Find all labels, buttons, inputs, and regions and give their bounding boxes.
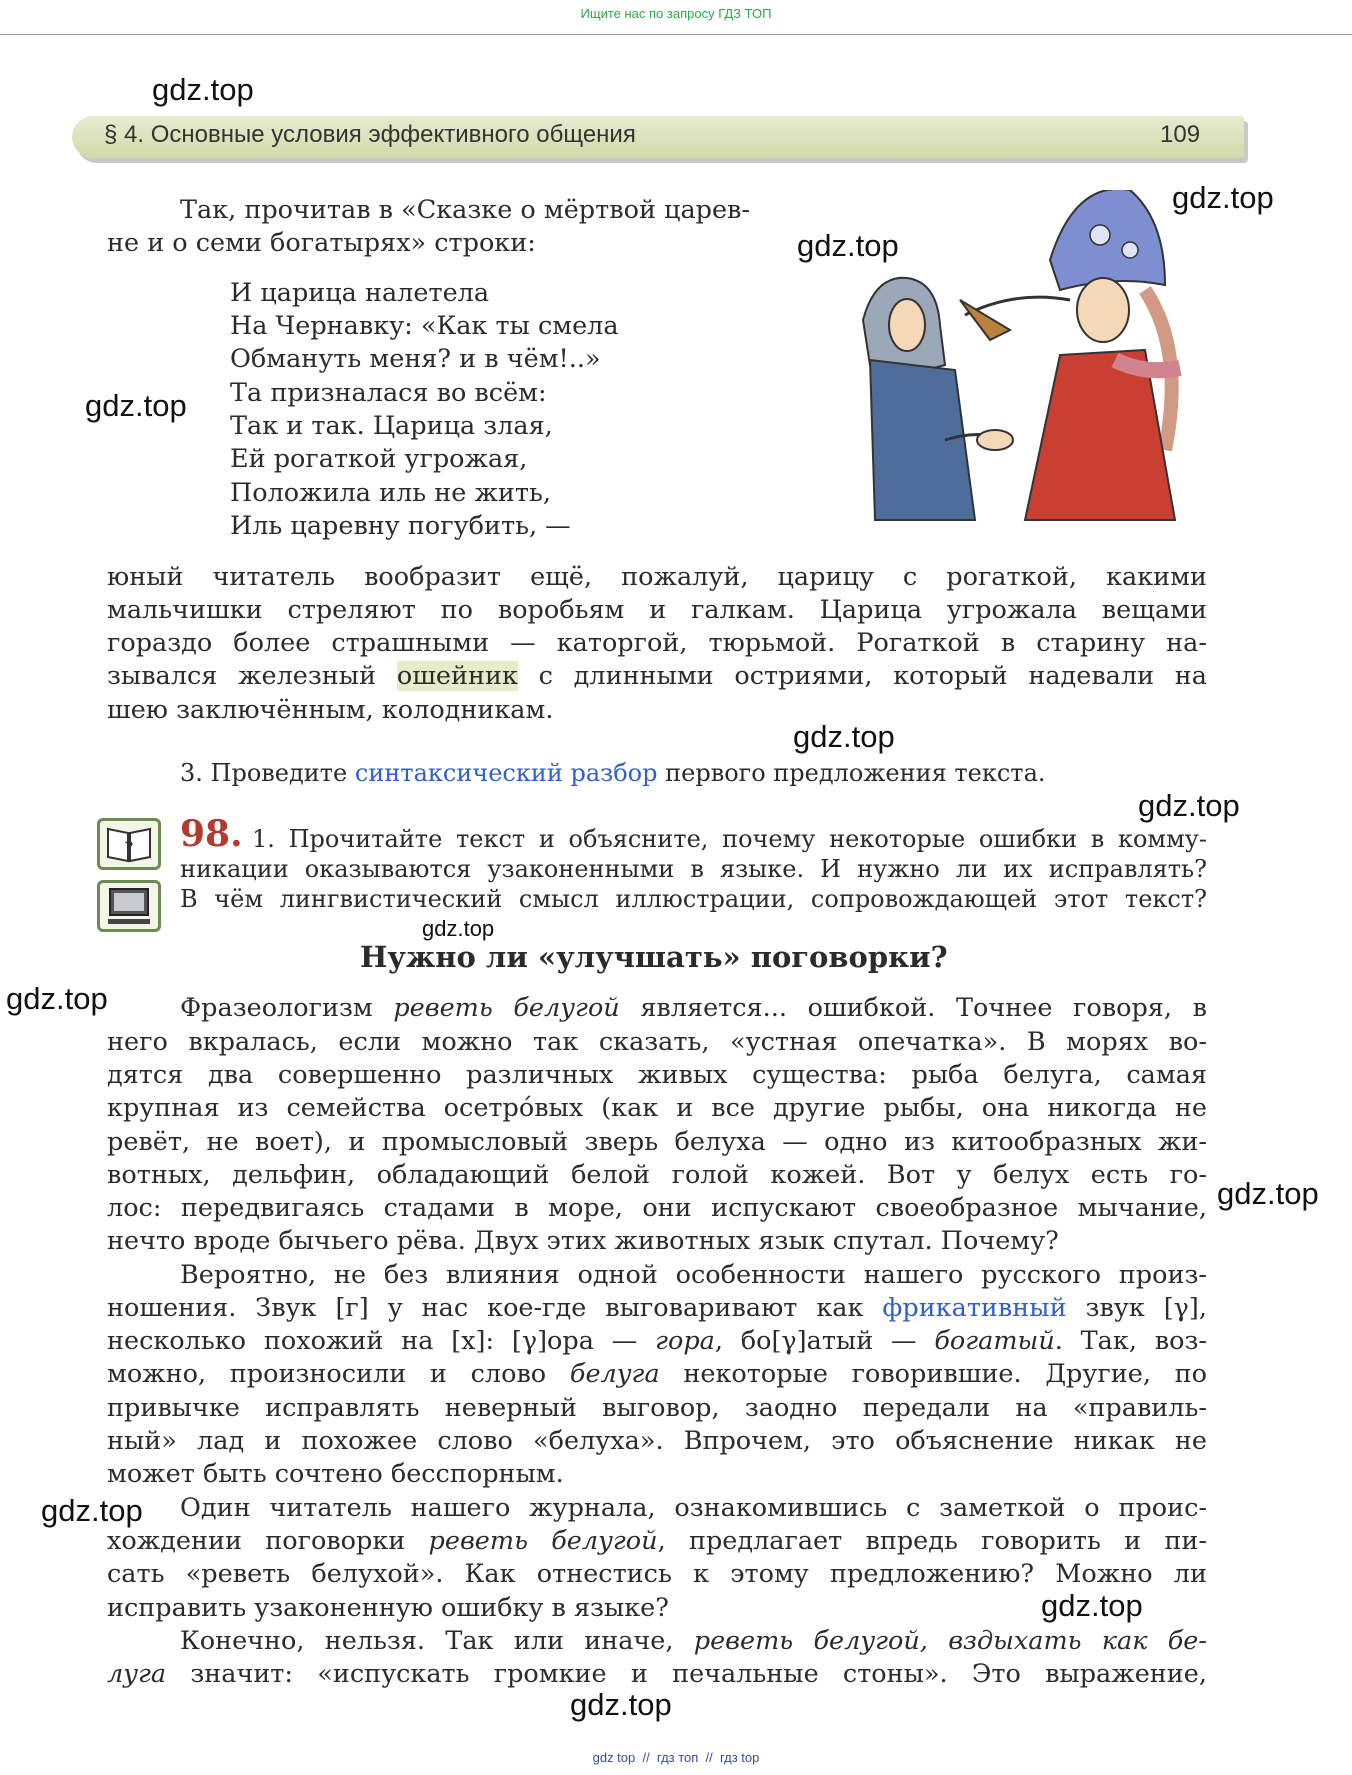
text-line: дятся два совершенно различных живых существа: рыба белуга, самая [107,1060,1207,1090]
italic-word: луга [107,1659,167,1689]
watermark: gdz.top [1217,1176,1319,1211]
text-line: нечто вроде бычьего рёва. Двух этих животных язык спутал. Почему? [107,1226,1059,1256]
page-number: 109 [1160,121,1201,148]
fricative-link[interactable]: фрикативный [882,1293,1067,1323]
watermark: gdz.top [793,719,895,754]
italic-word: гора [655,1326,715,1356]
italic-phrase: реветь белугой [393,993,620,1023]
text-segment: . Так, воз- [1054,1326,1207,1356]
watermark: gdz.top [1041,1588,1143,1623]
text-segment: значит: «испускать громкие и печальные стоны». Это выражение, [166,1659,1207,1689]
highlighted-term: ошейник [396,661,518,691]
poem-line: Та призналася во всём: [230,378,547,408]
italic-word: богатый [934,1326,1055,1356]
text-segment: с длинными остриями, который надевали на [517,661,1208,691]
text-line [180,1626,1208,1656]
text-segment: , бо[γ]атый — [714,1326,935,1356]
footer-links[interactable]: gdz top // гдз топ // гдз top [592,1750,760,1765]
text-line: Один читатель нашего журнала, ознакомившись с заметкой о проис- [180,1493,1207,1523]
poem-line: На Чернавку: «Как ты смела [230,311,619,341]
poem-line: И царица налетела [230,278,490,308]
text-line [180,993,1207,1023]
tsaritsa-figure [960,190,1180,520]
text-segment: 3. Проведите [180,759,355,787]
svg-text:?: ? [124,838,134,859]
text-line [107,1526,1207,1556]
tsaritsa-illustration [845,190,1215,540]
text-segment: Фразеологизм [180,993,394,1023]
task-3 [180,761,1046,785]
italic-phrase: реветь белугой [428,1526,658,1556]
text-line: него вкралась, если можно так сказать, «устная опечатка». В морях во- [107,1027,1207,1057]
poem-line: Положила иль не жить, [230,478,552,508]
text-line: юный читатель вообразит ещё, пожалуй, царицу с рогаткой, какими [107,562,1207,592]
italic-word: белуга [569,1359,660,1389]
chernavka-figure [863,278,1013,520]
text-line: ный» лад и похожее слово «белуха». Впрочем, это объяснение никак не [107,1426,1207,1456]
text-segment: некоторые говорившие. Другие, по [659,1359,1207,1389]
text-segment: первого предложения текста. [657,759,1046,787]
text-segment: является... ошибкой. Точнее говоря, в [619,993,1207,1023]
poem-line: Обмануть меня? и в чём!..» [230,344,601,374]
text-line: исправить узаконенную ошибку в языке? [107,1593,669,1623]
text-segment: зывался железный [107,661,397,691]
book-question-icon [97,818,161,870]
text-line [107,661,1208,691]
text-segment: звук [γ], [1066,1293,1207,1323]
text-line: Вероятно, не без влияния одной особенности нашего русского произ- [180,1260,1207,1290]
italic-phrase: реветь белугой, вздыхать как бе- [693,1626,1208,1656]
article-heading: Нужно ли «улучшать» поговорки? [360,940,948,974]
text-segment: , предлагает впредь говорить и пи- [657,1526,1207,1556]
text-line: сать «реветь белухой». Как отнестись к этому предложению? Можно ли [107,1559,1207,1589]
intro-line: не и о семи богатырях» строки: [107,228,536,258]
text-line: лос: передвигаясь стадами в море, они испускают своеобразное мычание, [107,1193,1207,1223]
watermark: gdz.top [6,981,108,1016]
poem-line: Иль царевну погубить, — [230,511,571,541]
text-line: может быть сочтено бесспорным. [107,1459,564,1489]
text-line: мальчишки стреляют по воробьям и галкам. Царица угрожала вещами [107,595,1207,625]
watermark: gdz.top [1172,180,1274,215]
poem-line: Так и так. Царица злая, [230,411,553,441]
watermark: gdz.top [1138,788,1240,823]
exercise-line: никации оказываются узаконенными в языке. И нужно ли их исправлять? [180,855,1207,883]
text-line: гораздо более страшными — каторгой, тюрьмой. Рогаткой в старину на- [107,628,1207,658]
text-line: ревёт, не воет), и промысловый зверь белуха — одно из китообразных жи- [107,1127,1207,1157]
watermark: gdz.top [797,228,899,263]
watermark: gdz.top [152,72,254,107]
watermark: gdz.top [422,916,495,941]
intro-line: Так, прочитав в «Сказке о мёртвой царев- [180,195,751,225]
text-line [107,1659,1207,1689]
syntax-analysis-link[interactable]: синтаксический разбор [354,759,658,787]
text-line [107,1293,1207,1323]
watermark: gdz.top [41,1493,143,1528]
watermark: gdz.top [570,1687,672,1722]
exercise-number: 98. [180,813,243,855]
text-line [107,1326,1207,1356]
text-segment: Конечно, нельзя. Так или иначе, [180,1626,694,1656]
top-divider [0,34,1352,35]
top-search-banner[interactable]: Ищите нас по запросу ГДЗ ТОП [580,6,772,21]
computer-icon [97,880,161,932]
text-line: привычке исправлять неверный выговор, заодно передали на «правиль- [107,1393,1207,1423]
poem-line: Ей рогаткой угрожая, [230,444,528,474]
text-line: вотных, дельфин, обладающий белой голой кожей. Вот у белух есть го- [107,1160,1207,1190]
section-title: § 4. Основные условия эффективного общения [104,121,636,148]
text-line: шею заключённым, колодникам. [107,695,554,725]
text-segment: можно, произносили и слово [107,1359,570,1389]
text-segment: хождении поговорки [107,1526,429,1556]
exercise-line: В чём лингвистический смысл иллюстрации, сопровождающей этот текст? [180,885,1207,913]
text-segment: ношения. Звук [г] у нас кое-где выговаривают как [107,1293,883,1323]
text-line [107,1359,1207,1389]
exercise-line: 1. Прочитайте текст и объясните, почему некоторые ошибки в комму- [252,825,1207,853]
text-line: крупная из семейства осетрóвых (как и все другие рыбы, она никогда не [107,1093,1207,1123]
watermark: gdz.top [85,388,187,423]
text-segment: несколько похожий на [х]: [γ]ора — [107,1326,656,1356]
